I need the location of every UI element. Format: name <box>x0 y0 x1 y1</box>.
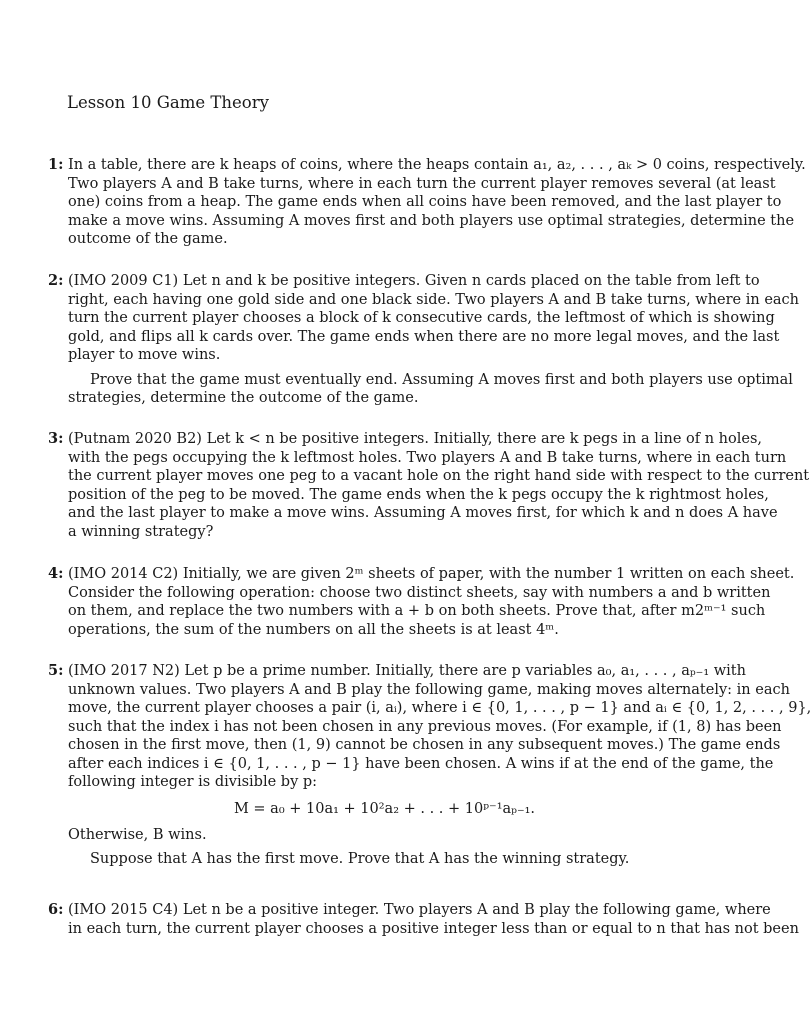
text-line: Consider the following operation: choose two distinct sheets, say with numbers a and b written <box>68 584 771 601</box>
text-line: operations, the sum of the numbers on all the sheets is at least 4ᵐ. <box>68 621 559 638</box>
text-line: make a move wins. Assuming A moves first and both players use optimal strategies, determine the <box>68 212 795 229</box>
problem-number: 1: <box>48 156 64 173</box>
display-formula: M = a₀ + 10a₁ + 10²a₂ + . . . + 10ᵖ⁻¹aₚ₋₁. <box>233 800 536 817</box>
problem-body <box>68 662 811 869</box>
text-line: strategies, determine the outcome of the game. <box>68 390 419 406</box>
text-line: Two players A and B take turns, where in each turn the current player removes several (at least <box>68 175 776 192</box>
text-line: a winning strategy? <box>68 523 214 540</box>
problem-body <box>68 565 795 639</box>
text-line: on them, and replace the two numbers with a + b on both sheets. Prove that, after m2ᵐ⁻¹ such <box>68 603 766 619</box>
text-line: such that the index i has not been chosen in any previous moves. (For example, if (1, 8) has been <box>68 718 782 735</box>
problem-body <box>68 272 800 408</box>
text-line: move, the current player chooses a pair (i, aᵢ), where i ∈ {0, 1, . . . , p − 1} and aᵢ ∈ {0, 1, 2, . . . , 9}, <box>68 700 811 716</box>
text-line: with the pegs occupying the k leftmost holes. Two players A and B take turns, where in each turn <box>68 449 787 466</box>
problem-3 <box>48 430 810 541</box>
problem-number: 6: <box>48 901 64 918</box>
problem-number: 4: <box>48 565 64 582</box>
text-line: In a table, there are k heaps of coins, where the heaps contain a₁, a₂, . . . , aₖ > 0 coins, respectively. <box>68 157 806 173</box>
text-line: in each turn, the current player chooses a positive integer less than or equal to n that has not been <box>68 920 799 937</box>
text-line: Otherwise, B wins. <box>68 826 207 843</box>
page-title: Lesson 10 Game Theory <box>67 93 269 112</box>
text-line: Suppose that A has the first move. Prove that A has the winning strategy. <box>90 851 630 867</box>
text-line: position of the peg to be moved. The game ends when the k pegs occupy the k rightmost holes, <box>68 486 769 503</box>
problem-1 <box>48 156 806 249</box>
text-line: and the last player to make a move wins. Assuming A moves first, for which k and n does A have <box>68 505 778 521</box>
text-line: following integer is divisible by p: <box>68 774 318 790</box>
text-line: (IMO 2014 C2) Initially, we are given 2ᵐ sheets of paper, with the number 1 written on each sheet. <box>68 566 795 582</box>
text-line: turn the current player chooses a block of k consecutive cards, the leftmost of which is showing <box>68 310 775 326</box>
text-line: right, each having one gold side and one black side. Two players A and B take turns, where in each <box>68 291 800 308</box>
text-line: one) coins from a heap. The game ends when all coins have been removed, and the last player to <box>68 194 782 210</box>
problem-number: 5: <box>48 662 64 679</box>
text-line: gold, and flips all k cards over. The game ends when there are no more legal moves, and the last <box>68 328 780 345</box>
text-line: outcome of the game. <box>68 231 228 247</box>
text-line: the current player moves one peg to a vacant hole on the right hand side with respect to the current <box>68 468 810 484</box>
text-line: (IMO 2015 C4) Let n be a positive integer. Two players A and B play the following game, where <box>68 902 771 918</box>
problem-body <box>68 430 810 541</box>
problem-number: 3: <box>48 430 64 447</box>
problem-5 <box>48 662 811 869</box>
problem-body <box>68 156 806 249</box>
text-line: player to move wins. <box>68 347 221 363</box>
text-line: (IMO 2009 C1) Let n and k be positive integers. Given n cards placed on the table from left to <box>68 273 760 289</box>
text-line: (Putnam 2020 B2) Let k < n be positive integers. Initially, there are k pegs in a line of n holes, <box>68 431 763 447</box>
problem-number: 2: <box>48 272 64 289</box>
text-line: (IMO 2017 N2) Let p be a prime number. Initially, there are p variables a₀, a₁, . . . , aₚ₋₁ with <box>68 663 746 679</box>
problem-6 <box>48 901 799 938</box>
problem-4 <box>48 565 795 639</box>
text-line: unknown values. Two players A and B play the following game, making moves alternately: in each <box>68 681 790 698</box>
problem-body <box>68 901 799 938</box>
problem-2 <box>48 272 800 408</box>
text-line: after each indices i ∈ {0, 1, . . . , p − 1} have been chosen. A wins if at the end of the game, the <box>68 755 774 772</box>
text-line: chosen in the first move, then (1, 9) cannot be chosen in any subsequent moves.) The game ends <box>68 737 781 753</box>
text-line: Prove that the game must eventually end. Assuming A moves first and both players use optimal <box>90 371 793 388</box>
